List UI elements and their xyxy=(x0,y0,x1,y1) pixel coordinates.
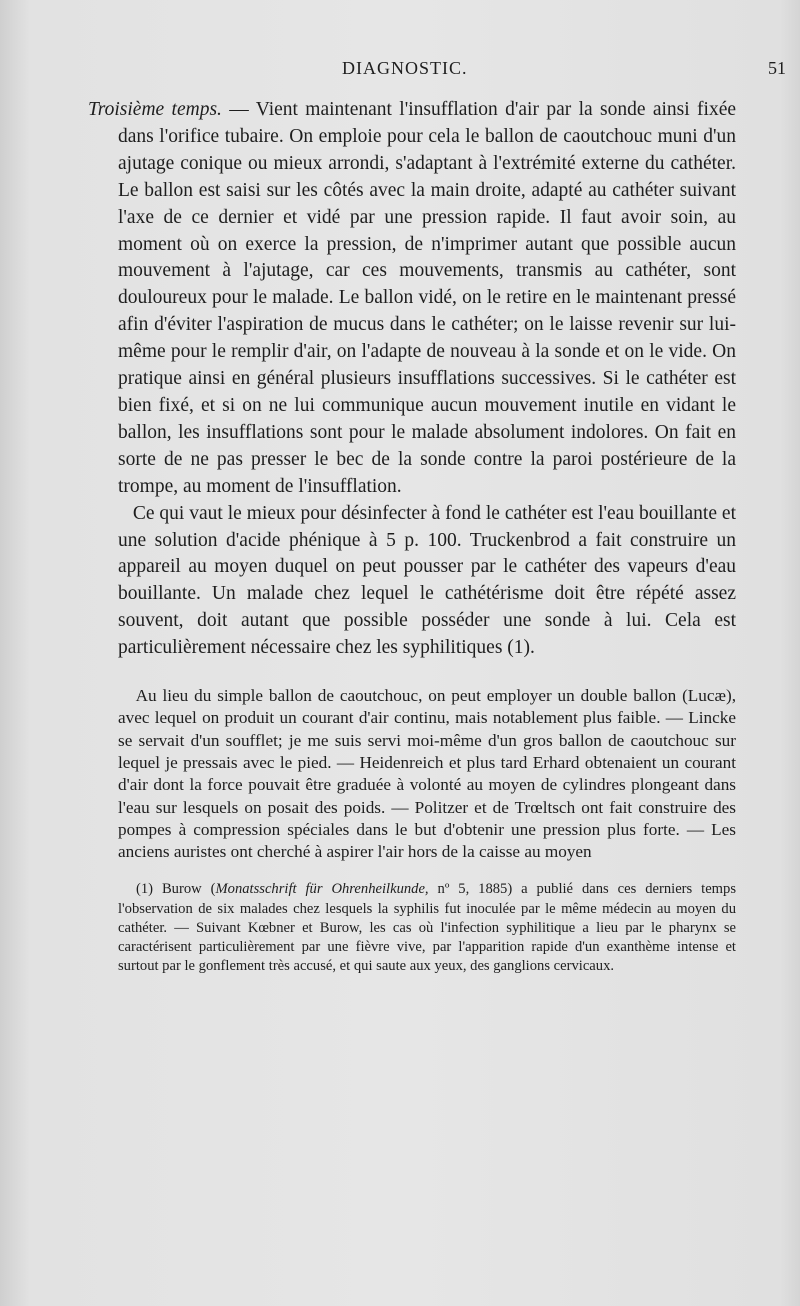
page-number: 51 xyxy=(768,58,786,78)
journal-title: Monatsschrift für Ohrenheilkunde, xyxy=(215,881,429,898)
paragraph-double-ballon xyxy=(118,685,736,863)
page-header xyxy=(0,58,800,88)
running-head: DIAGNOSTIC. xyxy=(342,58,468,78)
paragraph-desinfection xyxy=(118,501,736,662)
page-body xyxy=(88,97,737,976)
paragraph-text: Ce qui vaut le mieux pour désinfecter à fond le cathéter est l'eau bouillante et une solution d'acide phénique à 5 p. 100. Truckenbrod a fait construire un appareil au moyen duquel on peut pousser par le cathéter des vapeurs d'eau bouillante. Un malade chez lequel le cathétérisme doit être répété assez souvent, doit autant que possible posséder une sonde à lui. Cela est particulièrement nécessaire chez les syphilitiques (1). xyxy=(118,502,737,659)
paragraph-troisieme-temps xyxy=(88,97,737,501)
main-text xyxy=(88,97,737,662)
paragraph-text: — Vient maintenant l'insufflation d'air par la sonde ainsi fixée dans l'orifice tubaire. On emploie pour cela le ballon de caoutchouc muni d'un ajutage conique ou mieux arrondi, s'adaptant à l'extrémité externe du cathéter. Le ballon est saisi sur les côtés avec la main droite, adapté au cathéter suivant l'axe de ce dernier et vidé par une pression rapide. Il faut avoir soin, au moment où on exerce la pression, de n'imprimer autant que possible aucun mouvement à l'ajutage, car ces mouvements, transmis au cathéter, sont douloureux pour le malade. Le ballon vidé, on le retire en le maintenant pressé afin d'éviter l'aspiration de mucus dans le cathéter; on le laisse revenir sur lui-même pour le remplir d'air, on l'adapte de nouveau à la sonde et on le vide. On pratique ainsi en général plusieurs insufflations successives. Si le cathéter est bien fixé, et si on ne lui communique aucun mouvement inutile en vidant le ballon, les insufflations sont pour le malade absolument indolores. On fait en sorte de ne pas presser le bec de la sonde contre la paroi postérieure de la trompe, au moment de l'insufflation. xyxy=(118,99,737,497)
paragraph-text: Au lieu du simple ballon de caoutchouc, on peut employer un double ballon (Lucæ), avec lequel on produit un courant d'air continu, mais notablement plus faible. — Lincke se servait d'un soufflet; je me suis servi moi-même d'un gros ballon de caoutchouc sur lequel je pressais avec le pied. — Heidenreich et plus tard Erhard obtenaient un courant d'air dont la force pouvait être graduée à volonté au moyen de cylindres plongeant dans l'eau sur lesquels on posait des poids. — Politzer et de Trœltsch ont fait construire des pompes à compression spéciales dans le but d'obtenir une pression plus forte. — Les anciens auristes ont cherché à aspirer l'air hors de la caisse au moyen xyxy=(118,686,737,862)
footnote-1 xyxy=(118,880,736,976)
footnotes xyxy=(118,880,736,976)
footnote-text: nº 5, 1885) a publié dans ces derniers temps l'observation de six malades chez lesquels la syphilis fut inoculée par le même médecin au moyen du cathéter. — Suivant Kœbner et Burow, les cas où l'infection syphilitique a lieu par le pharynx se caractérisent particulièrement par une fièvre vive, par l'apparition rapide d'un exanthème intense et surtout par le gonflement très accusé, et qui saute aux yeux, des ganglions cervicaux. xyxy=(118,881,737,975)
small-print-section xyxy=(118,685,736,863)
section-title: Troisième temps. xyxy=(88,99,222,120)
footnote-marker: (1) Burow ( xyxy=(136,881,216,898)
